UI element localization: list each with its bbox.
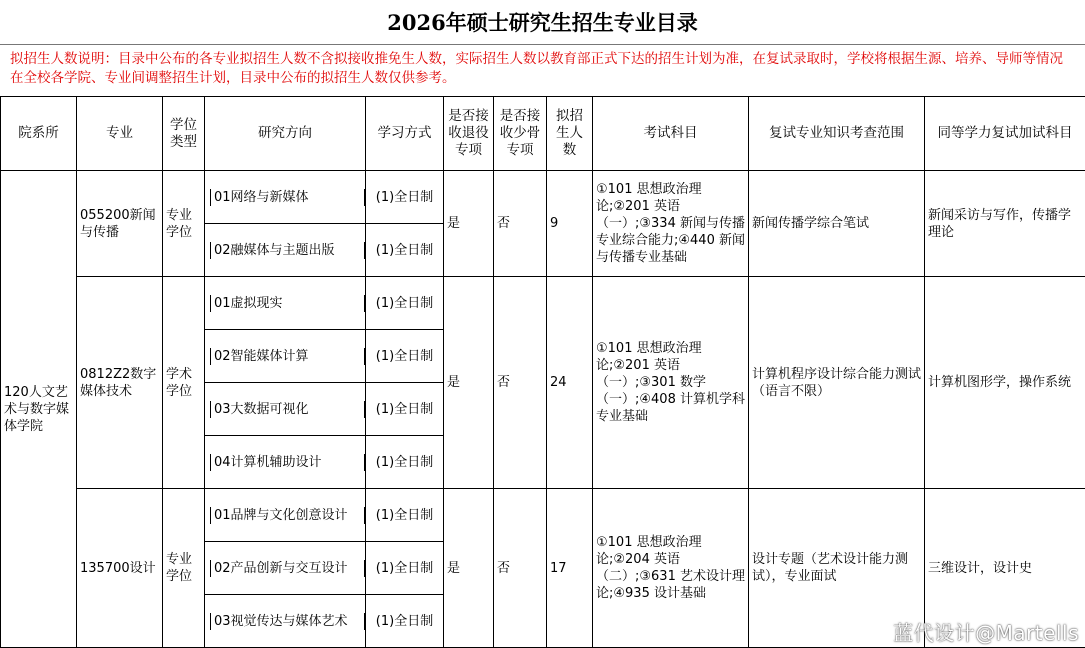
retest-cell: 计算机程序设计综合能力测试（语言不限） — [749, 277, 925, 489]
header-direction: 研究方向 — [205, 97, 366, 171]
major-cell: 0812Z2数字媒体技术 — [77, 277, 163, 489]
direction-cell: 04计算机辅助设计 — [205, 436, 366, 489]
header-retest: 复试专业知识考查范围 — [749, 97, 925, 171]
retired-cell: 是 — [444, 171, 494, 277]
header-minority: 是否接收少骨专项 — [494, 97, 547, 171]
mode-cell: (1)全日制 — [366, 330, 444, 383]
mode-cell: (1)全日制 — [366, 383, 444, 436]
direction-cell: 02产品创新与交互设计 — [205, 542, 366, 595]
direction-cell: 03视觉传达与媒体艺术 — [205, 595, 366, 648]
minority-cell: 否 — [494, 277, 547, 489]
quota-cell: 24 — [547, 277, 593, 489]
department-cell: 120人文艺术与数字媒体学院 — [1, 171, 77, 648]
equiv-cell: 新闻采访与写作，传播学理论 — [925, 171, 1085, 277]
mode-cell: (1)全日制 — [366, 224, 444, 277]
quota-notice: 拟招生人数说明：目录中公布的各专业拟招生人数不含拟接收推免生人数，实际招生人数以教育部正式下达的招生计划为准，在复试录取时，学校将根据生源、培养、导师等情况在全校各学院、专业间调整招生计划，目录中公布的拟招生人数仅供参考。 — [10, 51, 1063, 86]
minority-cell: 否 — [494, 171, 547, 277]
retest-cell: 设计专题（艺术设计能力测试），专业面试 — [749, 489, 925, 648]
quota-cell: 17 — [547, 489, 593, 648]
table-row — [1, 489, 1085, 542]
retired-cell: 是 — [444, 489, 494, 648]
header-major: 专业 — [77, 97, 163, 171]
degree-cell: 学术学位 — [163, 277, 205, 489]
exam-cell: ①101 思想政治理论;②201 英语（一）;③301 数学（一）;④408 计算机学科专业基础 — [593, 277, 749, 489]
mode-cell: (1)全日制 — [366, 277, 444, 330]
header-mode: 学习方式 — [366, 97, 444, 171]
major-cell: 055200新闻与传播 — [77, 171, 163, 277]
major-cell: 135700设计 — [77, 489, 163, 648]
mode-cell: (1)全日制 — [366, 436, 444, 489]
degree-cell: 专业学位 — [163, 171, 205, 277]
table-row — [1, 171, 1085, 224]
direction-cell: 01虚拟现实 — [205, 277, 366, 330]
header-dept: 院系所 — [1, 97, 77, 171]
header-exam: 考试科目 — [593, 97, 749, 171]
direction-cell: 02融媒体与主题出版 — [205, 224, 366, 277]
mode-cell: (1)全日制 — [366, 595, 444, 648]
header-quota: 拟招生人数 — [547, 97, 593, 171]
mode-cell: (1)全日制 — [366, 542, 444, 595]
retest-cell: 新闻传播学综合笔试 — [749, 171, 925, 277]
minority-cell: 否 — [494, 489, 547, 648]
mode-cell: (1)全日制 — [366, 171, 444, 224]
degree-cell: 专业学位 — [163, 489, 205, 648]
header-retired: 是否接收退役专项 — [444, 97, 494, 171]
equiv-cell: 计算机图形学，操作系统 — [925, 277, 1085, 489]
retired-cell: 是 — [444, 277, 494, 489]
header-row — [1, 97, 1085, 171]
direction-cell: 01网络与新媒体 — [205, 171, 366, 224]
direction-cell: 02智能媒体计算 — [205, 330, 366, 383]
exam-cell: ①101 思想政治理论;②204 英语（二）;③631 艺术设计理论;④935 设计基础 — [593, 489, 749, 648]
header-equiv: 同等学力复试加试科目 — [925, 97, 1085, 171]
header-degree: 学位类型 — [163, 97, 205, 171]
mode-cell: (1)全日制 — [366, 489, 444, 542]
direction-cell: 03大数据可视化 — [205, 383, 366, 436]
quota-cell: 9 — [547, 171, 593, 277]
table-row — [1, 277, 1085, 330]
direction-cell: 01品牌与文化创意设计 — [205, 489, 366, 542]
page-title: 2026年硕士研究生招生专业目录 — [0, 0, 1085, 45]
watermark: 蓝代设计@Martells — [893, 621, 1079, 645]
equiv-cell: 三维设计，设计史 — [925, 489, 1085, 648]
catalog-table — [0, 96, 1085, 648]
exam-cell: ①101 思想政治理论;②201 英语（一）;③334 新闻与传播专业综合能力;④440 新闻与传播专业基础 — [593, 171, 749, 277]
